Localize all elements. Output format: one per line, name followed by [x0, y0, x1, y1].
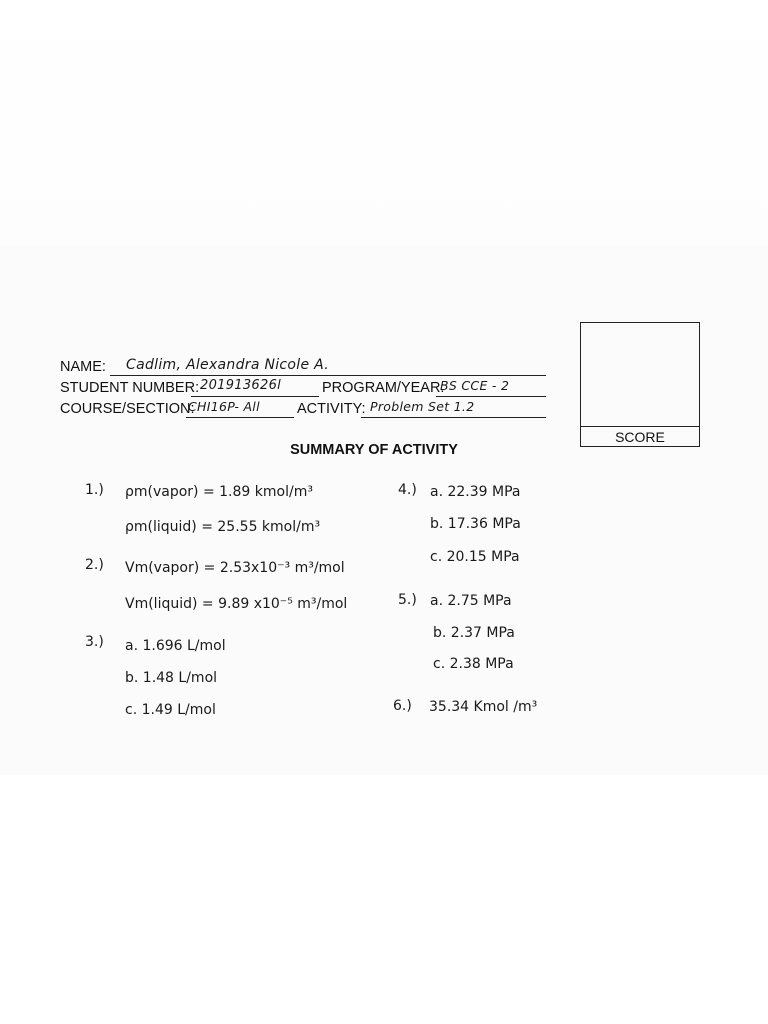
activity-underline — [361, 417, 546, 418]
score-box — [580, 322, 700, 447]
name-value[interactable]: Cadlim, Alexandra Nicole A. — [126, 357, 330, 373]
q6-molar-density: 35.34 Kmol /m³ — [429, 699, 538, 715]
summary-title: SUMMARY OF ACTIVITY — [290, 442, 458, 458]
q2-number: 2.) — [85, 557, 104, 573]
activity-value[interactable]: Problem Set 1.2 — [370, 399, 475, 414]
q3-answer-b: b. 1.48 L/mol — [125, 670, 218, 686]
name-label: NAME: — [60, 359, 106, 375]
q1-vapor-density: ρm(vapor) = 1.89 kmol/m³ — [125, 484, 313, 500]
score-divider — [581, 426, 699, 427]
page-top-margin — [0, 0, 768, 245]
student-number-label: STUDENT NUMBER: — [60, 380, 200, 396]
program-year-underline — [436, 396, 546, 397]
name-underline — [110, 375, 546, 376]
q2-vapor-volume: Vm(vapor) = 2.53x10⁻³ m³/mol — [125, 560, 345, 576]
student-number-underline — [191, 396, 319, 397]
q3-number: 3.) — [85, 634, 104, 650]
q1-liquid-density: ρm(liquid) = 25.55 kmol/m³ — [125, 519, 321, 535]
activity-label: ACTIVITY: — [297, 401, 366, 417]
q5-answer-a: a. 2.75 MPa — [430, 593, 512, 609]
name-row — [60, 359, 550, 379]
q3-answer-a: a. 1.696 L/mol — [125, 638, 226, 654]
program-year-value[interactable]: BS CCE - 2 — [440, 378, 510, 393]
course-section-value[interactable]: CHI16P- All — [188, 399, 260, 414]
q4-answer-c: c. 20.15 MPa — [430, 549, 520, 565]
q5-answer-b: b. 2.37 MPa — [433, 625, 515, 641]
student-number-value[interactable]: 201913626l — [200, 378, 282, 393]
student-number-row — [60, 380, 550, 400]
score-label: SCORE — [615, 429, 665, 445]
course-section-label: COURSE/SECTION: — [60, 401, 195, 417]
q3-answer-c: c. 1.49 L/mol — [125, 702, 216, 718]
course-section-row — [60, 401, 550, 421]
q1-number: 1.) — [85, 482, 104, 498]
q4-answer-a: a. 22.39 MPa — [430, 484, 521, 500]
q4-answer-b: b. 17.36 MPa — [430, 516, 521, 532]
q2-liquid-volume: Vm(liquid) = 9.89 x10⁻⁵ m³/mol — [125, 596, 348, 612]
program-year-label: PROGRAM/YEAR: — [322, 380, 445, 396]
q5-number: 5.) — [398, 592, 417, 608]
course-section-underline — [186, 417, 294, 418]
q5-answer-c: c. 2.38 MPa — [433, 656, 514, 672]
q6-number: 6.) — [393, 698, 412, 714]
q4-number: 4.) — [398, 482, 417, 498]
